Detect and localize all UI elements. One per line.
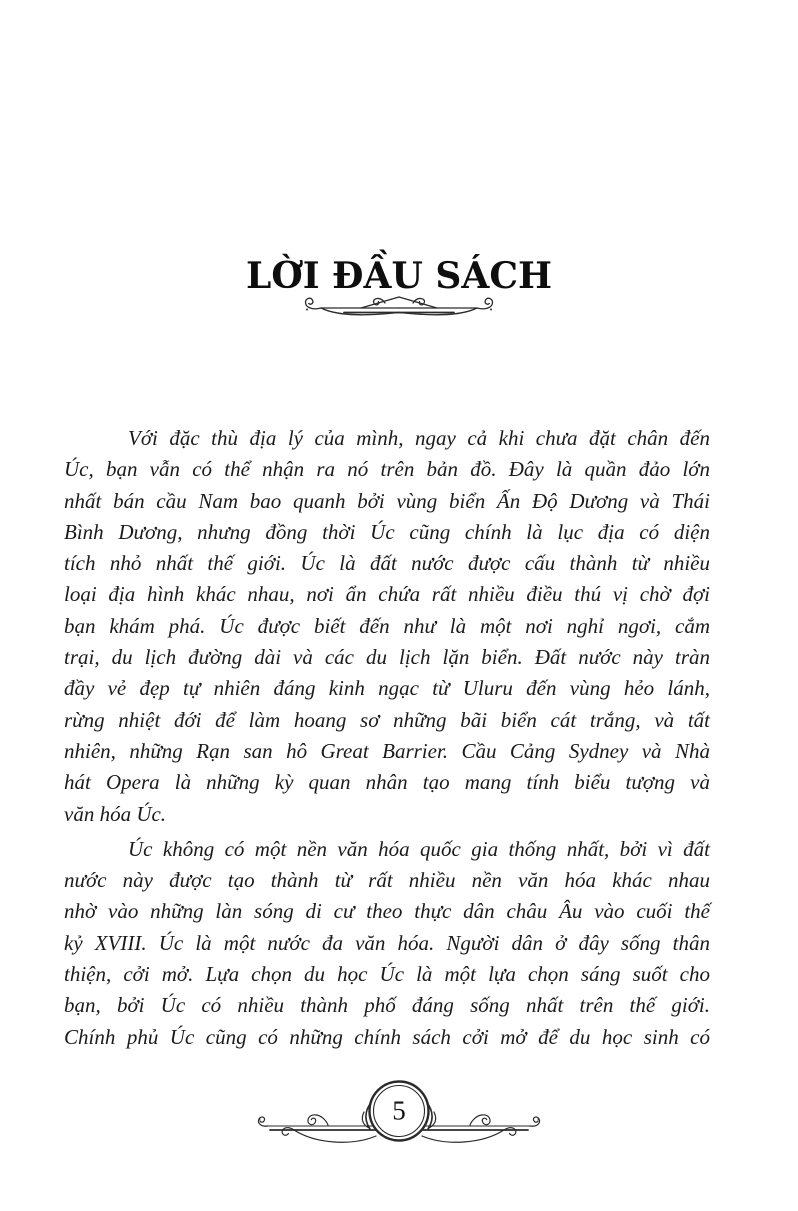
- text-line: Úc, bạn vẫn có thể nhận ra nó trên bản đồ. Đây là quần đảo lớn: [64, 457, 710, 482]
- text-line: nhiên, những Rạn san hô Great Barrier. Cầu Cảng Sydney và Nhà: [64, 738, 710, 763]
- footer-ornament: [254, 1079, 544, 1161]
- text-line: loại địa hình khác nhau, nơi ẩn chứa rất nhiều điều thú vị chờ đợi: [64, 582, 710, 607]
- text-line: hát Opera là những kỳ quan nhân tạo mang tính biểu tượng và: [64, 770, 710, 795]
- text-line: bạn, bởi Úc có nhiều thành phố đáng sống nhất trên thế giới.: [64, 993, 710, 1018]
- text-line: kỷ XVIII. Úc là một nước đa văn hóa. Người dân ở đây sống thân: [64, 930, 710, 955]
- page-number: 5: [392, 1095, 406, 1126]
- text-line: thiện, cởi mở. Lựa chọn du học Úc là một lựa chọn sáng suốt cho: [64, 962, 710, 987]
- title-flourish-icon: [299, 282, 499, 322]
- text-line: rừng nhiệt đới để làm hoang sơ những bãi biển cát trắng, và tất: [64, 707, 710, 732]
- page-title: LỜI ĐẦU SÁCH: [246, 255, 552, 298]
- text-line: Chính phủ Úc cũng có những chính sách cởi mở để du học sinh có: [64, 1024, 710, 1049]
- text-line: nước này được tạo thành từ rất nhiều nền văn hóa khác nhau: [64, 868, 710, 893]
- text-line: bạn khám phá. Úc được biết đến như là một nơi nghỉ ngơi, cắm: [64, 613, 710, 638]
- text-line: nhất bán cầu Nam bao quanh bởi vùng biển Ấn Độ Dương và Thái: [64, 488, 710, 513]
- text-line: đầy vẻ đẹp tự nhiên đáng kinh ngạc từ Uluru đến vùng hẻo lánh,: [64, 676, 710, 701]
- text-line: văn hóa Úc.: [64, 801, 167, 826]
- text-line: trại, du lịch đường dài và các du lịch lặn biển. Đất nước này tràn: [64, 645, 710, 670]
- text-line: tích nhỏ nhất thế giới. Úc là đất nước được cấu thành từ nhiều: [64, 551, 710, 576]
- paragraph: [64, 423, 710, 830]
- text-line: Với đặc thù địa lý của mình, ngay cả khi chưa đặt chân đến: [128, 426, 710, 450]
- paragraph: [64, 834, 710, 1053]
- body-text: [64, 423, 710, 1053]
- text-line: nhờ vào những làn sóng di cư theo thực dân châu Âu vào cuối thế: [64, 899, 710, 924]
- text-line: Úc không có một nền văn hóa quốc gia thống nhất, bởi vì đất: [128, 836, 710, 861]
- text-line: Bình Dương, nhưng đồng thời Úc cũng chính là lục địa có diện: [64, 519, 710, 544]
